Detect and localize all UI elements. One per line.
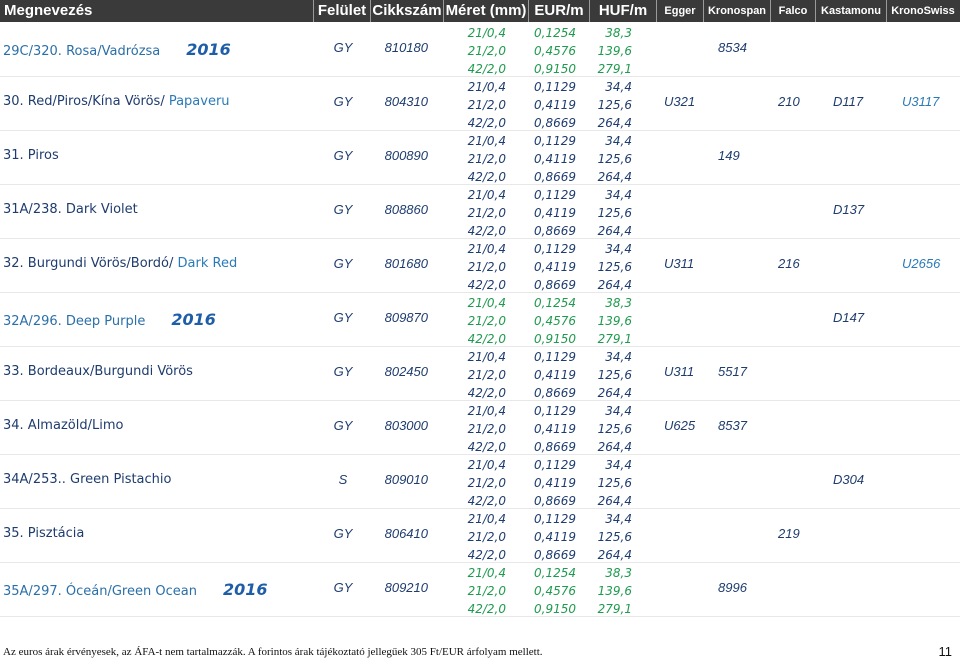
article-number: 802450: [384, 364, 428, 379]
eur-price: 0,4576: [534, 314, 576, 328]
surface-code: GY: [333, 202, 353, 217]
eur-price: 0,8669: [534, 548, 576, 562]
size-value: 21/2,0: [467, 314, 506, 328]
eur-price: 0,9150: [534, 602, 576, 616]
product-group: [0, 238, 960, 292]
surface-code: GY: [333, 364, 353, 379]
eur-price: 0,8669: [534, 170, 576, 184]
eur-price: 0,1129: [534, 458, 576, 472]
kronoswiss-equivalent: U2656: [902, 256, 941, 271]
article-number: 809010: [384, 472, 428, 487]
size-value: 21/2,0: [467, 44, 506, 58]
article-number: 801680: [384, 256, 428, 271]
huf-price: 264,4: [597, 440, 632, 454]
product-group: [0, 76, 960, 130]
article-number: 800890: [384, 148, 428, 163]
price-row: [0, 421, 960, 439]
huf-price: 279,1: [597, 602, 632, 616]
surface-code: GY: [333, 256, 353, 271]
eur-price: 0,4119: [534, 206, 576, 220]
size-value: 21/2,0: [467, 260, 506, 274]
huf-price: 38,3: [605, 26, 632, 40]
huf-price: 34,4: [605, 242, 632, 256]
header-megnevezes: Megnevezés: [4, 2, 93, 19]
eur-price: 0,1129: [534, 404, 576, 418]
price-row: [0, 529, 960, 547]
eur-price: 0,9150: [534, 62, 576, 76]
product-group: [0, 22, 960, 76]
size-value: 21/2,0: [467, 368, 506, 382]
article-number: 803000: [384, 418, 428, 433]
product-group: [0, 292, 960, 346]
egger-equivalent: U311: [664, 364, 695, 379]
eur-price: 0,1129: [534, 80, 576, 94]
size-value: 42/2,0: [467, 278, 506, 292]
product-name-text: 31A/238. Dark Violet: [3, 202, 138, 217]
header-kronoswiss: KronoSwiss: [891, 5, 955, 17]
article-number: 810180: [384, 40, 428, 55]
price-row: [0, 25, 960, 43]
size-value: 42/2,0: [467, 440, 506, 454]
article-number: 808860: [384, 202, 428, 217]
huf-price: 125,6: [597, 260, 632, 274]
article-number: 806410: [384, 526, 428, 541]
eur-price: 0,8669: [534, 224, 576, 238]
size-value: 21/2,0: [467, 98, 506, 112]
product-group: [0, 184, 960, 238]
product-name-text: 32. Burgundi Vörös/Bordó/: [3, 256, 178, 271]
eur-price: 0,8669: [534, 116, 576, 130]
huf-price: 264,4: [597, 386, 632, 400]
product-name-text: 32A/296. Deep Purple: [3, 314, 146, 329]
huf-price: 38,3: [605, 566, 632, 580]
huf-price: 264,4: [597, 548, 632, 562]
product-group: [0, 400, 960, 454]
product-name-text: 31. Piros: [3, 148, 59, 163]
huf-price: 264,4: [597, 170, 632, 184]
huf-price: 125,6: [597, 206, 632, 220]
surface-code: GY: [333, 526, 353, 541]
price-row: [0, 583, 960, 601]
huf-price: 125,6: [597, 152, 632, 166]
header-eur: EUR/m: [534, 2, 584, 19]
eur-price: 0,4119: [534, 152, 576, 166]
product-name-text: 29C/320. Rosa/Vadrózsa: [3, 44, 161, 59]
eur-price: 0,4119: [534, 260, 576, 274]
price-row: [0, 295, 960, 313]
product-name-text: 34. Almazöld/Limo: [3, 418, 124, 433]
kronospan-equivalent: 8996: [718, 580, 747, 595]
size-value: 42/2,0: [467, 224, 506, 238]
price-row: [0, 187, 960, 205]
huf-price: 139,6: [597, 44, 632, 58]
size-value: 21/2,0: [467, 422, 506, 436]
eur-price: 0,9150: [534, 332, 576, 346]
product-name-text: 30. Red/Piros/Kína Vörös/: [3, 94, 169, 109]
eur-price: 0,4576: [534, 44, 576, 58]
falco-equivalent: 210: [778, 94, 800, 109]
egger-equivalent: U311: [664, 256, 695, 271]
price-row: [0, 565, 960, 583]
kronospan-equivalent: 149: [718, 148, 740, 163]
size-value: 21/0,4: [467, 404, 506, 418]
huf-price: 264,4: [597, 116, 632, 130]
kastamonu-equivalent: D304: [833, 472, 865, 487]
huf-price: 34,4: [605, 458, 632, 472]
size-value: 42/2,0: [467, 386, 506, 400]
product-group: [0, 454, 960, 508]
size-value: 42/2,0: [467, 494, 506, 508]
eur-price: 0,1129: [534, 188, 576, 202]
size-value: 21/0,4: [467, 296, 506, 310]
falco-equivalent: 219: [778, 526, 800, 541]
price-row: [0, 601, 960, 619]
price-row: [0, 241, 960, 259]
product-group: [0, 562, 960, 616]
falco-equivalent: 216: [778, 256, 800, 271]
huf-price: 125,6: [597, 476, 632, 490]
size-value: 21/2,0: [467, 152, 506, 166]
header-cikkszam: Cikkszám: [372, 2, 442, 19]
header-felulet: Felület: [317, 2, 367, 19]
kronospan-equivalent: 5517: [718, 364, 747, 379]
size-value: 21/2,0: [467, 476, 506, 490]
header-kronospan: Kronospan: [707, 5, 767, 17]
product-name-text: 33. Bordeaux/Burgundi Vörös: [3, 364, 193, 379]
eur-price: 0,1129: [534, 242, 576, 256]
kastamonu-equivalent: D137: [833, 202, 865, 217]
price-row: [0, 205, 960, 223]
header-huf: HUF/m: [598, 2, 648, 19]
eur-price: 0,8669: [534, 278, 576, 292]
price-row: [0, 367, 960, 385]
size-value: 21/2,0: [467, 206, 506, 220]
price-row: [0, 475, 960, 493]
footer-note: Az euros árak érvényesek, az ÁFA-t nem tartalmazzák. A forintos árak tájékoztató jellegűek 305 Ft/EUR árfolyam mellett.: [3, 646, 543, 658]
size-value: 21/0,4: [467, 80, 506, 94]
new-year-badge: 2016: [222, 580, 268, 599]
huf-price: 264,4: [597, 278, 632, 292]
product-name-text: 35A/297. Óceán/Green Ocean: [3, 584, 197, 599]
eur-price: 0,8669: [534, 386, 576, 400]
size-value: 21/2,0: [467, 530, 506, 544]
surface-code: GY: [333, 580, 353, 595]
surface-code: GY: [333, 310, 353, 325]
eur-price: 0,4119: [534, 476, 576, 490]
price-row: [0, 133, 960, 151]
surface-code: S: [338, 472, 348, 487]
huf-price: 34,4: [605, 512, 632, 526]
huf-price: 125,6: [597, 98, 632, 112]
size-value: 42/2,0: [467, 170, 506, 184]
eur-price: 0,4119: [534, 530, 576, 544]
header-egger: Egger: [664, 5, 696, 17]
eur-price: 0,1254: [534, 26, 576, 40]
price-row: [0, 43, 960, 61]
huf-price: 139,6: [597, 584, 632, 598]
size-value: 21/0,4: [467, 134, 506, 148]
eur-price: 0,4119: [534, 98, 576, 112]
price-row: [0, 151, 960, 169]
eur-price: 0,8669: [534, 440, 576, 454]
size-value: 21/0,4: [467, 188, 506, 202]
huf-price: 34,4: [605, 188, 632, 202]
size-value: 21/0,4: [467, 26, 506, 40]
product-name-text: 34A/253.. Green Pistachio: [3, 472, 172, 487]
egger-equivalent: U321: [664, 94, 696, 109]
size-value: 21/0,4: [467, 566, 506, 580]
size-value: 21/0,4: [467, 512, 506, 526]
price-row: [0, 457, 960, 475]
price-row: [0, 259, 960, 277]
article-number: 804310: [384, 94, 428, 109]
huf-price: 125,6: [597, 530, 632, 544]
kronospan-equivalent: 8537: [718, 418, 747, 433]
surface-code: GY: [333, 40, 353, 55]
table-header: [0, 0, 960, 22]
new-year-badge: 2016: [171, 310, 216, 329]
size-value: 21/0,4: [467, 458, 506, 472]
product-name-text: 35. Pisztácia: [3, 526, 85, 541]
huf-price: 34,4: [605, 404, 632, 418]
eur-price: 0,1254: [534, 566, 576, 580]
header-falco: Falco: [778, 5, 808, 17]
price-row: [0, 79, 960, 97]
product-group: [0, 346, 960, 400]
size-value: 42/2,0: [467, 548, 506, 562]
price-row: [0, 313, 960, 331]
size-value: 42/2,0: [467, 602, 506, 616]
size-value: 42/2,0: [467, 62, 506, 76]
eur-price: 0,8669: [534, 494, 576, 508]
price-row: [0, 403, 960, 421]
price-row: [0, 349, 960, 367]
header-kastamonu: Kastamonu: [821, 5, 881, 17]
product-name-highlight: Papaveru: [168, 94, 230, 109]
eur-price: 0,1129: [534, 350, 576, 364]
eur-price: 0,4119: [534, 368, 576, 382]
kastamonu-equivalent: D147: [833, 310, 865, 325]
huf-price: 34,4: [605, 350, 632, 364]
surface-code: GY: [333, 94, 353, 109]
huf-price: 34,4: [605, 80, 632, 94]
kastamonu-equivalent: D117: [833, 94, 864, 109]
kronospan-equivalent: 8534: [718, 40, 747, 55]
huf-price: 38,3: [605, 296, 632, 310]
kronoswiss-equivalent: U3117: [902, 94, 940, 109]
price-row: [0, 511, 960, 529]
product-name-highlight: Dark Red: [177, 256, 238, 271]
huf-price: 264,4: [597, 224, 632, 238]
huf-price: 139,6: [597, 314, 632, 328]
huf-price: 264,4: [597, 494, 632, 508]
product-group: [0, 130, 960, 184]
surface-code: GY: [333, 418, 353, 433]
new-year-badge: 2016: [186, 40, 231, 59]
huf-price: 279,1: [597, 332, 632, 346]
huf-price: 125,6: [597, 368, 632, 382]
huf-price: 34,4: [605, 134, 632, 148]
eur-price: 0,1129: [534, 134, 576, 148]
article-number: 809870: [384, 310, 428, 325]
surface-code: GY: [333, 148, 353, 163]
size-value: 21/0,4: [467, 350, 506, 364]
eur-price: 0,1129: [534, 512, 576, 526]
huf-price: 125,6: [597, 422, 632, 436]
eur-price: 0,1254: [534, 296, 576, 310]
egger-equivalent: U625: [664, 418, 696, 433]
article-number: 809210: [384, 580, 428, 595]
page-number: 11: [938, 644, 952, 659]
header-meret: Méret (mm): [445, 2, 527, 19]
huf-price: 279,1: [597, 62, 632, 76]
size-value: 42/2,0: [467, 332, 506, 346]
size-value: 21/0,4: [467, 242, 506, 256]
eur-price: 0,4576: [534, 584, 576, 598]
size-value: 21/2,0: [467, 584, 506, 598]
product-group: [0, 508, 960, 562]
eur-price: 0,4119: [534, 422, 576, 436]
price-row: [0, 97, 960, 115]
size-value: 42/2,0: [467, 116, 506, 130]
